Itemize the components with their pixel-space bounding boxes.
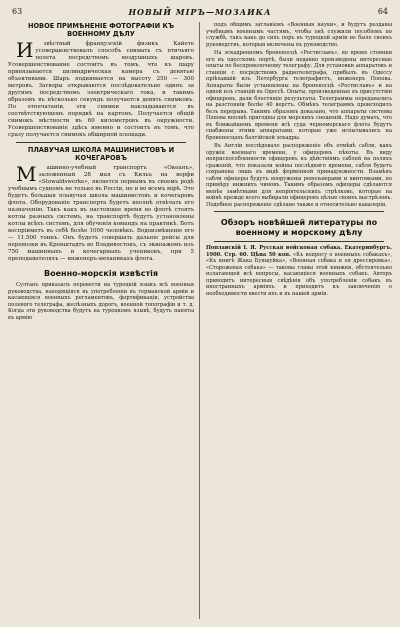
section-rule [214, 211, 384, 212]
page-number-left: 63 [12, 7, 23, 16]
review-body: «Къ вопросу о военныхъ собакахъ», «Къ книгѣ Жака Буншуйка», «Военная собака и ея дрессировка», «Сторожевая собака» — таковы главы этой книжки, обстоятельно излагающей всѣ вопросы, касающiеся военныхъ собакъ. Авторъ приводитъ интересныя свѣдѣнiя объ употребленiи собакъ въ иностранныхъ армiяхъ и приходитъ къ заключенiю о необходимости ввести ихъ и въ нашей армiи. [206, 251, 392, 297]
section-title-military-news: Военно-морскiя извѣстiя [44, 268, 158, 278]
news-item-england: Въ Англiи послѣдовало распоряженiе объ отмѣнѣ сабли, какъ оружiя военнаго времени, у офицеровъ пѣхоты. Въ виду неприспособленности офицеровъ къ дѣйствiямъ саблей на поляхъ сраженiй, что показали войны послѣдняго времени, сабля будетъ сохранена лишь въ видѣ форменной принадлежности. Взамѣнъ сабли офицеры будутъ вооружены револьверами и винтовками, по примѣру нижнихъ чиновъ. Такимъ образомъ офицеры сдѣлаются менѣе замѣтными для непрiятельскихъ стрѣлковъ, которые на войнѣ прежде всего выбирали офицеровъ цѣлью своихъ выстрѣловъ. Подобное распоряженiе сдѣлано также и относительно кавалерiи. [206, 143, 392, 208]
review-entry [206, 245, 392, 297]
right-column [206, 22, 392, 621]
page-number-right: 64 [377, 7, 388, 16]
article-title-school: ПЛАВУЧАЯ ШКОЛА МАШИНИСТОВЪ И КОЧЕГАРОВЪ [27, 145, 175, 162]
running-head-title: НОВЫЙ МIРЪ—МОЗАИКА [128, 7, 272, 17]
news-item-continued: подъ общимъ заглавiемъ «Военныя науки», и будутъ розданы учебнымъ военнымъ частямъ, чтобы онѣ служили пособiемъ по службѣ, такъ какъ до сихъ поръ въ турецкой армiи не было своихъ руководствъ, которыя включены въ руководство. [206, 22, 392, 48]
left-column [8, 22, 194, 621]
section-title-literature: Обзоръ новѣйшей литературы по военному и морскому дѣлу [220, 218, 378, 237]
article-title-photography: НОВОЕ ПРИМѢНЕНIЕ ФОТОГРАФIИ КЪ ВОЕННОМУ ДѢЛУ [27, 22, 175, 39]
section-rule [214, 241, 384, 242]
review-title: Поплавскiй І. Я. Русская войсковая собака. Екатеринбургъ. 1900. Стр. 60. Цѣна 50 коп. [206, 245, 392, 258]
column-divider [199, 22, 200, 619]
section-rule [16, 142, 186, 143]
article-body-school: Машинно-учебный транспортъ «Океанъ», заложенный 28 мая съ Кильъ на верфи «Stowaldswerke», является первымъ въ своемъ родѣ учебнымъ судномъ не только въ Россiи, но и во всемъ мiрѣ. Это будетъ большая плавучая школа машинистовъ и кочегаровъ флота. Оборудованiе транспорта будетъ вполнѣ отвѣчать его назначенiю. Такъ какъ въ настоящее время во флотѣ стоятъ котлы разныхъ системъ, на транспортѣ будутъ установлены котлы всѣхъ системъ, для обученiя командъ на практикѣ. Ботъ воспрiиметъ въ себѣ болѣе 1000 человѣкъ. Водоизмѣщенiе его — 11.500 тоннъ. Онъ будетъ совершать дальнiе рейсы для перевозки въ Кронштадтъ во Владивостокъ, съ экипажемъ изъ 750 машинныхъ и кочегарныхъ учениковъ, при 5 преподавателяхъ — инженеръ-механикахъ флота. [8, 162, 194, 262]
article-body-photography: Извѣстный французскiй физикъ Кайете усовершенствовалъ способъ снимать съ птичьяго полета посредствомъ воздушныхъ шаровъ. Усовершенствование состоитъ въ томъ, что къ шару привязывается цилиндрическая камера съ девятью объективами. Шаръ поднимается на высоту 250 — 300 метровъ. Затворы открываются послѣдовательно одинъ за другимъ посредствомъ электрическаго тока, и такимъ образомъ въ нѣсколько секундъ получается девять снимковъ. По отпечатанiи, эти снимки накладываются въ соотвѣтствующемъ порядкѣ на картонъ. Получается общiй снимокъ мѣстности въ 60 километровъ въ окружности. Усовершенствованiе здѣсь именно и состоитъ въ томъ, что сразу получается снимокъ обширной площади. [8, 38, 194, 138]
running-header [12, 5, 388, 19]
news-item-sultan: Султанъ приказалъ перевести на турецкiй языкъ всѣ военныя руководства, находящiяся въ употребленiи въ германской армiи и касающiяся военныхъ регламентовъ, фортификацiи, устройства полевого телеграфа, желѣзныхъ дорогъ, военной топографiи и т. д. Когда эти руководства будутъ на турецкомъ языкѣ, будутъ наняты въ армiю [8, 282, 194, 321]
news-item-rostislav: На эскадренномъ броненосцѣ «Ростиславъ», во время стоянки его въ одесскомъ портѣ, были недавно произведены интересные опыты по беспроволочному телеграфу. Для установки аппаратовъ и станцiи с посредствомъ радиотелеграфа, прибылъ въ Одессу прiѣхавшiй изъ Петербурга телеграфистъ, инженеръ Попова. Аппараты были установлены на броненосцѣ «Ростиславъ» и на одной изъ станцiй въ Одессѣ. Опыты, произведенные въ присутствiи офицеровъ, дали блестящiе результаты. Телеграммы передавались на разстоянiи болѣе 40 верстъ. Обмѣнъ телеграммъ происходилъ безъ перерыва. Такимъ образомъ доказано, что аппараты системы Попова вполнѣ пригодны для морскихъ сношенiй. Надо думать, что въ ближайшемъ времени всѣ суда черноморскаго флота будутъ снабжены этими аппаратами, которые уже испытывались на броненосцахъ балтiйской эскадры. [206, 50, 392, 141]
